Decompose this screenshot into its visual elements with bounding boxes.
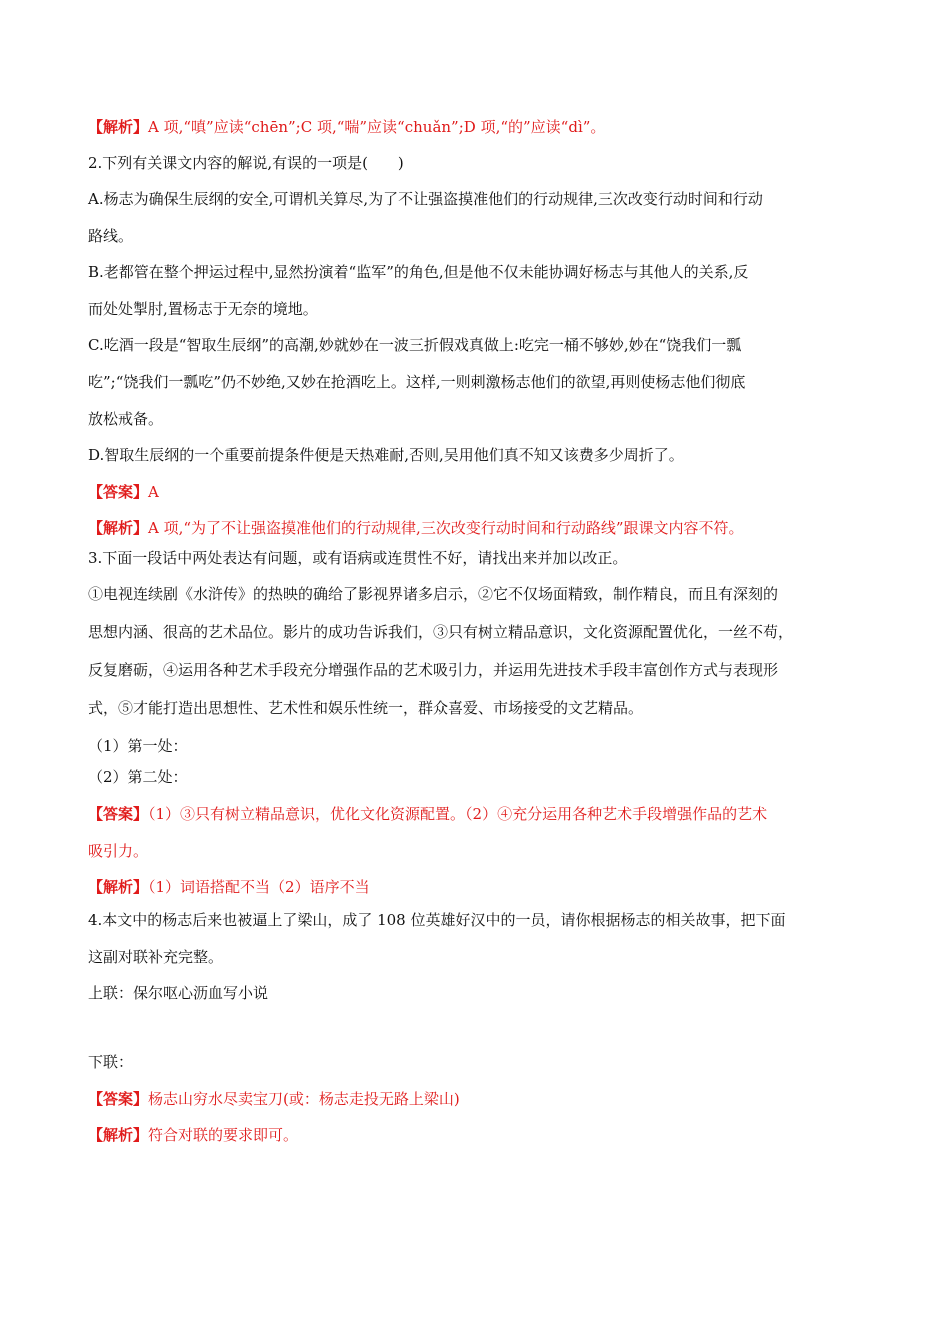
q3-sub-2: （2）第二处： [88, 768, 188, 786]
q4-answer: 【答案】杨志山穷水尽卖宝刀(或：杨志走投无路上梁山) [88, 1090, 460, 1108]
q3-sub-1: （1）第一处： [88, 737, 188, 755]
q2-option-c: C.吃酒一段是“智取生辰纲”的高潮,妙就妙在一波三折假戏真做上:吃完一桶不够妙,妙在“饶我们一瓢 [88, 336, 742, 354]
q4-upper-couplet: 上联：保尔呕心沥血写小说 [88, 984, 269, 1002]
q3-answer: 吸引力。 [88, 842, 149, 860]
q2-stem: 2.下列有关课文内容的解说,有误的一项是( ) [88, 154, 404, 172]
q2-explanation: 【解析】A 项,“为了不让强盗摸准他们的行动规律,三次改变行动时间和行动路线”跟课文内容不符。 [88, 519, 744, 537]
q4-stem: 这副对联补充完整。 [88, 948, 224, 966]
q4-lower-couplet: 下联： [88, 1053, 134, 1071]
answer-tag: 【答案】 [88, 1090, 149, 1108]
q2-option-a: A.杨志为确保生辰纲的安全,可谓机关算尽,为了不让强盗摸准他们的行动规律,三次改变行动时间和行动 [88, 190, 763, 208]
q3-answer: 【答案】（1）③只有树立精品意识，优化文化资源配置。（2）④充分运用各种艺术手段增强作品的艺术 [88, 805, 768, 823]
q4-stem: 4.本文中的杨志后来也被逼上了梁山，成了 108 位英雄好汉中的一员，请你根据杨志的相关故事，把下面 [88, 911, 786, 929]
q2-answer: 【答案】A [88, 483, 159, 501]
q3-paragraph: 式，⑤才能打造出思想性、艺术性和娱乐性统一，群众喜爱、市场接受的文艺精品。 [88, 699, 644, 717]
answer-tag: 【答案】 [88, 805, 149, 823]
q3-paragraph: 思想内涵、很高的艺术品位。影片的成功告诉我们，③只有树立精品意识，文化资源配置优化，一丝不苟， [88, 623, 794, 641]
q4-explanation: 【解析】符合对联的要求即可。 [88, 1126, 299, 1144]
q2-option-c: 放松戒备。 [88, 410, 164, 428]
q2-option-b: 而处处掣肘,置杨志于无奈的境地。 [88, 300, 318, 318]
q3-paragraph: ①电视连续剧《水浒传》的热映的确给了影视界诸多启示，②它不仅场面精致，制作精良，而且有深刻的 [88, 585, 779, 603]
q2-option-d: D.智取生辰纲的一个重要前提条件便是天热难耐,否则,吴用他们真不知又该费多少周折了。 [88, 446, 684, 464]
explanation-tag: 【解析】 [88, 878, 149, 896]
q3-stem: 3.下面一段话中两处表达有问题，或有语病或连贯性不好，请找出来并加以改正。 [88, 549, 628, 567]
answer-tag: 【答案】 [88, 483, 149, 501]
explanation-tag: 【解析】 [88, 519, 149, 537]
explanation-tag: 【解析】 [88, 118, 149, 136]
q1-explanation: 【解析】A 项,“嗔”应读“chēn”;C 项,“喘”应读“chuǎn”;D 项,“的”应读“dì”。 [88, 118, 606, 136]
q3-explanation: 【解析】（1）词语搭配不当（2）语序不当 [88, 878, 370, 896]
q3-paragraph: 反复磨砺，④运用各种艺术手段充分增强作品的艺术吸引力，并运用先进技术手段丰富创作方式与表现形 [88, 661, 779, 679]
explanation-tag: 【解析】 [88, 1126, 149, 1144]
q2-option-b: B.老都管在整个押运过程中,显然扮演着“监军”的角色,但是他不仅未能协调好杨志与其他人的关系,反 [88, 263, 749, 281]
q2-option-c: 吃”;“饶我们一瓢吃”仍不妙绝,又妙在抢酒吃上。这样,一则刺激杨志他们的欲望,再则使杨志他们彻底 [88, 373, 746, 391]
q2-option-a: 路线。 [88, 227, 134, 245]
